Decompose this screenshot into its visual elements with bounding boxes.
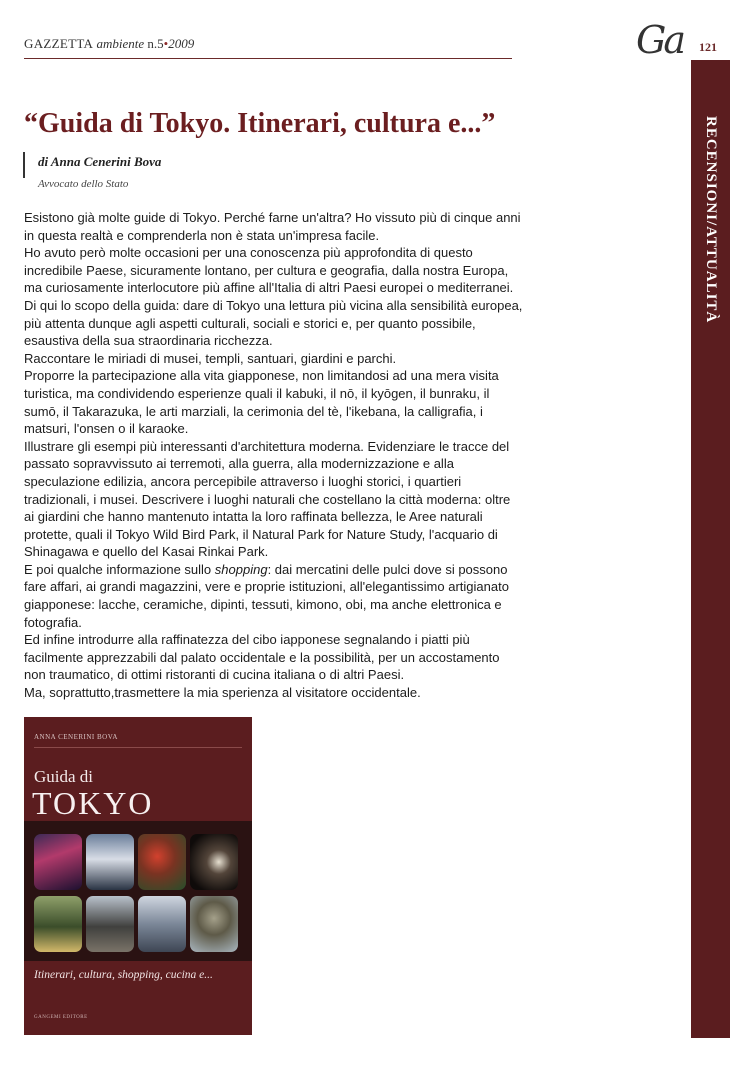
author-rule [23, 152, 25, 178]
magazine-logo: Ga [636, 18, 684, 62]
cover-publisher: GANGEMI EDITORE [34, 1015, 88, 1020]
garden-photo [34, 896, 82, 952]
cover-photo-band [24, 821, 252, 961]
shopping-intro: E poi qualche informazione sullo [24, 561, 215, 577]
shopping-rest: : dai mercatini delle pulci dove si possono fare affari, ai grandi magazzini, vere e proprie istituzioni, all'elegantissimo artigianato giapponese: lacche, ceramiche, dipinti, tessuti, kimono, obi, ma anche elettronica e fotografia. [24, 561, 509, 630]
city-night-photo [34, 834, 82, 890]
temple-roof-photo [86, 896, 134, 952]
issue-year: 2009 [168, 36, 195, 51]
running-header [24, 36, 512, 59]
festival-photo [138, 834, 186, 890]
paragraph: Ho avuto però molte occasioni per una conoscenza più approfondita di questo incredibile Paese, sicuramente lontano, per cultura e geografia, dalla nostra Europa, ma curiosamente interlocutore più affine all'Italia di altri Paesi europei o mediterranei. [24, 245, 514, 296]
section-sidebar [691, 60, 730, 1038]
article-body [24, 209, 524, 702]
modern-building-photo [86, 834, 134, 890]
paragraph: Esistono già molte guide di Tokyo. Perché farne un'altra? Ho vissuto più di cinque anni in questa realtà e comprenderla non è stata un'impresa facile. [24, 210, 521, 243]
section-label: RECENSIONI/ATTUALITÀ [703, 116, 719, 324]
paragraph: Ma, soprattutto,trasmettere la mia sperienza al visitatore occidentale. [24, 685, 421, 701]
paragraph: Ed infine introdurre alla raffinatezza del cibo iapponese segnalando i piatti più facilmente apprezzabili dal palato occidentale e la possibilità, per un accostamento non traumatico, di ottimi ristoranti di cucina italiana o di altri Paesi. [24, 632, 500, 683]
paragraph-shopping [24, 561, 524, 631]
book-cover-image [24, 717, 252, 1035]
issue-number: n.5 [147, 36, 164, 51]
cover-title-line2: TOKYO [32, 785, 154, 821]
paragraph: Illustrare gli esempi più interessanti d'architettura moderna. Evidenziare le tracce del passato sopravvissuto ai terremoti, alla guerra, alla modernizzazione e alla speculazione edilizia, ancora percepibile attraverso i luoghi storici, i quartieri tradizionali, i musei. Descrivere i luoghi naturali che costellano la città moderna: oltre ai giardini che hanno mantenuto intatta la loro raffinata bellezza, le Aree naturali protette, quali il Tokyo Wild Bird Park, il Natural Park for Nature Study, l'acquario di Shinagawa e quello del Kasai Rinkai Park. [24, 438, 511, 560]
article-author: di Anna Cenerini Bova [38, 154, 162, 169]
skyscraper-photo [138, 896, 186, 952]
shopping-word: shopping [214, 561, 268, 577]
header-separator: • [163, 36, 169, 51]
magazine-section: ambiente [96, 36, 145, 51]
cover-title-line1: Guida di [34, 767, 94, 786]
cover-divider [34, 747, 242, 748]
buddha-statue-photo [190, 896, 238, 952]
cover-author: ANNA CENERINI BOVA [34, 733, 118, 741]
paragraph: Di qui lo scopo della guida: dare di Tokyo una lettura più vicina alla sensibilità europea, più attenta dunque agli aspetti culturali, sociali e storici e, per quanto possibile, esaustiva della sua straordinaria ricchezza. [24, 297, 523, 349]
article-title: “Guida di Tokyo. Itinerari, cultura e...” [24, 108, 496, 139]
cover-subtitle: Itinerari, cultura, shopping, cucina e... [34, 969, 213, 981]
page-number: 121 [699, 40, 717, 54]
paragraph: Raccontare le miriadi di musei, templi, santuari, giardini e parchi. [24, 350, 397, 366]
tree-night-photo [190, 834, 238, 890]
magazine-name: GAZZETTA [24, 36, 94, 51]
paragraph: Proporre la partecipazione alla vita giapponese, non limitandosi ad una mera visita turistica, ma condividendo esperienze quali il kabuki, il nō, il kyōgen, il bunraku, il sumō, il Takarazuka, le arti marziali, la cerimonia del tè, l'ikebana, la calligrafia, i matsuri, l'onsen o il karaoke. [24, 368, 499, 437]
author-role: Avvocato dello Stato [38, 178, 129, 190]
